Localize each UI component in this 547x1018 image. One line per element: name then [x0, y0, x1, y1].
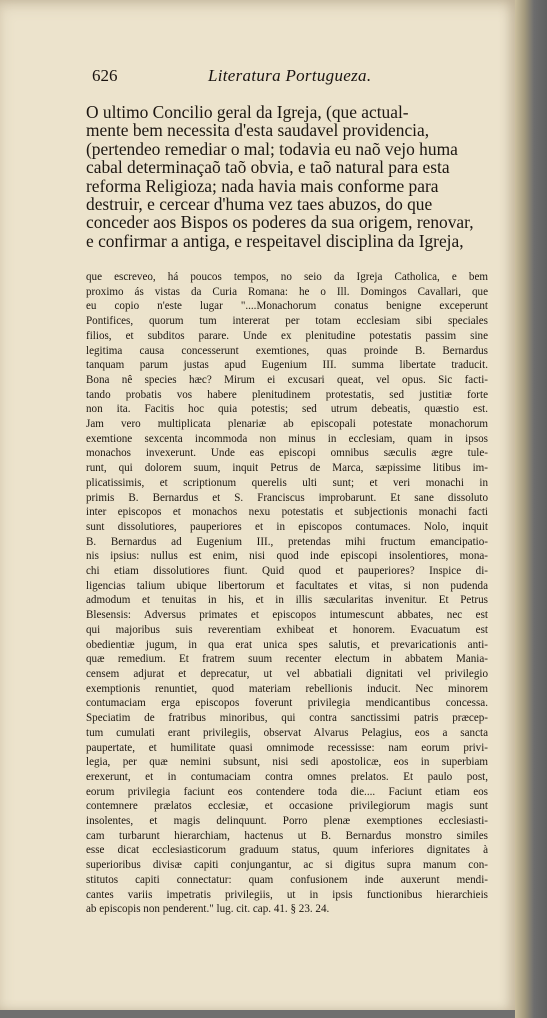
footnote-line: tando probatis vos habere plenitudinem protestatis, sed justitiæ forte — [86, 388, 488, 401]
footnote-line: obedientiæ jugum, in qua erat unica spes salutis, et prevaricationis anti- — [86, 638, 488, 651]
footnote-line: cam turbarunt hierarchiam, hactenus ut B. Bernardus monstro similes — [86, 829, 488, 842]
main-paragraph-line: (pertendeo remediar o mal; todavia eu naõ vejo huma — [86, 138, 458, 159]
footnote-line: stitutos capiti connectatur: quam confusionem inde auxerunt mendi- — [86, 873, 488, 886]
footnote-line: erexerunt, et in contumaciam contra omnes prelatos. Et paulo post, — [86, 770, 488, 783]
footnote-line: eorum privilegia faciunt eos contendere toda die.... Faciunt etiam eos — [86, 785, 488, 798]
footnote-line: legitima causa concesserunt exemtiones, quas proinde B. Bernardus — [86, 344, 488, 357]
footnote-line: contemnere prælatos ecclesiæ, et occasione privilegiorum magis sunt — [86, 800, 488, 813]
footnote-line: tum cumulati erant privilegiis, observat Alvarus Pelagius, eos a sancta — [86, 726, 488, 739]
page-number: 626 — [92, 66, 118, 85]
footnote-line: B. Bernardus ad Eugenium III., pretendas mihi fructum emancipatio- — [86, 535, 488, 548]
main-paragraph-line: destruir, e cercear d'huma vez taes abuzos, do que — [86, 194, 433, 215]
footnote-line: exemptionis renuntiet, quod materiam rebellionis inducit. Nec minorem — [86, 682, 488, 695]
main-paragraph-line: e confirmar a antiga, e respeitavel disciplina da Igreja, — [86, 230, 464, 251]
footnote-line: plicatissimis, et scriptionum querelis ulti sunt; et veri monachi in — [86, 476, 488, 489]
footnote-line: ligencias talium ubique libertorum et facultates et vitas, si non pudenda — [86, 579, 488, 592]
book-spine-edge — [515, 0, 547, 1018]
footnote-line: paupertate, et humilitate quasi omnimode recessisse: nam eorum privi- — [86, 741, 488, 754]
footnote-line: cantes variis impetratis privilegiis, ut in ipsis functionibus hierarchieis — [86, 888, 488, 901]
page-header — [92, 66, 484, 88]
footnote-line: chi etiam dissolutiores fiunt. Quid quod et pauperiores? Inspice di- — [86, 565, 488, 578]
footnote-line: Jam vero multiplicata plenariæ ab episcopali potestate monachorum — [86, 418, 488, 431]
footnote-line: quæ remedium. Et fratrem suum recenter electum in abbatem Mania- — [86, 653, 488, 666]
footnote-line: monachos invexerunt. Unde eas episcopi omnibus sæculis ægre tule- — [86, 447, 488, 460]
footnote-line: tanquam parum justas apud Eugenium III. summa libertate traducit. — [86, 359, 488, 372]
main-paragraph-line: mente bem necessita d'esta saudavel providencia, — [86, 120, 430, 141]
footnote-line: non ita. Facitis hoc quia potestis; sed utrum debeatis, quæstio est. — [86, 403, 488, 416]
footnote-line: sunt dissolutiores, pauperiores et in episcopos contumaces. Nolo, inquit — [86, 520, 488, 533]
footnote — [86, 270, 488, 917]
footnote-line: nis ipsius: nullus est enim, nisi quod inde episcopi insolentiores, mona- — [86, 550, 488, 563]
footnote-line: superioribus divisæ capiti conjungantur, ac si digitus supra manum con- — [86, 859, 488, 872]
main-paragraph-line: cabal determinaçaõ taõ obvia, e taõ natural para esta — [86, 157, 450, 178]
footnote-line: primis B. Bernardus et S. Franciscus improbarunt. Et sane dissoluto — [86, 491, 488, 504]
footnote-line: legia, per quæ nemini subsunt, nisi sedi apostolicæ, eos in superbiam — [86, 756, 488, 769]
footnote-line: esse dicat ecclesiasticorum graduum status, quum inferiores dignitates à — [86, 844, 488, 857]
running-title: Literatura Portugueza. — [208, 66, 372, 85]
footnote-line: que escreveo, há poucos tempos, no seio da Igreja Catholica, e bem — [86, 271, 488, 283]
footnote-line: Bona nê species hæc? Mirum ei excusari queat, vel opus. Sic facti- — [86, 373, 488, 386]
footnote-line: Blesensis: Adversus primates et episcopos intumescunt abbates, nec est — [86, 609, 488, 622]
footnote-line: proximo ás vistas da Curia Romana: he o Ill. Domingos Cavallari, que — [86, 285, 488, 298]
footnote-line: inter episcopos et monachos nexu potestatis et subjectionis monachi facti — [86, 506, 488, 519]
footnote-line: insolentes, et magis delinquunt. Porro plenæ exemptiones ecclesiasti- — [86, 815, 488, 828]
footnote-line: Pontifices, quorum tum intererat per totam ecclesiam sibi speciales — [86, 315, 488, 328]
footnote-line: runt, qui dolorem suum, inquit Petrus de Marca, sæpissime litibus im- — [86, 462, 488, 475]
main-paragraph — [86, 103, 488, 250]
footnote-line: ab episcopis non penderent." lug. cit. cap. 41. § 23. 24. — [86, 903, 330, 916]
main-paragraph-line: O ultimo Concilio geral da Igreja, (que actual- — [86, 102, 409, 122]
footnote-line: censem adjurat et deprecatur, ut vel abbatiali dignitati vel privilegio — [86, 667, 488, 680]
main-paragraph-line: reforma Religioza; nada havia mais conforme para — [86, 175, 439, 196]
footnote-line: eu copio n'este lugar "....Monachorum conatus benigne exceperunt — [86, 300, 488, 313]
footnote-line: exemtione sexcenta incommoda non minus in ecclesiam, quam in ipsos — [86, 432, 488, 445]
footnote-line: contumaciam erga episcopos foverunt privilegia mendicantibus concessa. — [86, 697, 488, 710]
footnote-line: qui majoribus suis reverentiam exhibeat et honorem. Evacuatum est — [86, 623, 488, 636]
main-paragraph-line: conceder aos Bispos os poderes da sua origem, renovar, — [86, 212, 474, 233]
footnote-line: Speciatim de fratribus minoribus, qui contra sanctissimi patris præcep- — [86, 712, 488, 725]
footnote-line: admodum et tenuitas in his, et in illis sæcularitas invenitur. Et Petrus — [86, 594, 488, 607]
footnote-line: filios, et subditos parare. Unde ex plenitudine potestatis passim sine — [86, 329, 488, 342]
